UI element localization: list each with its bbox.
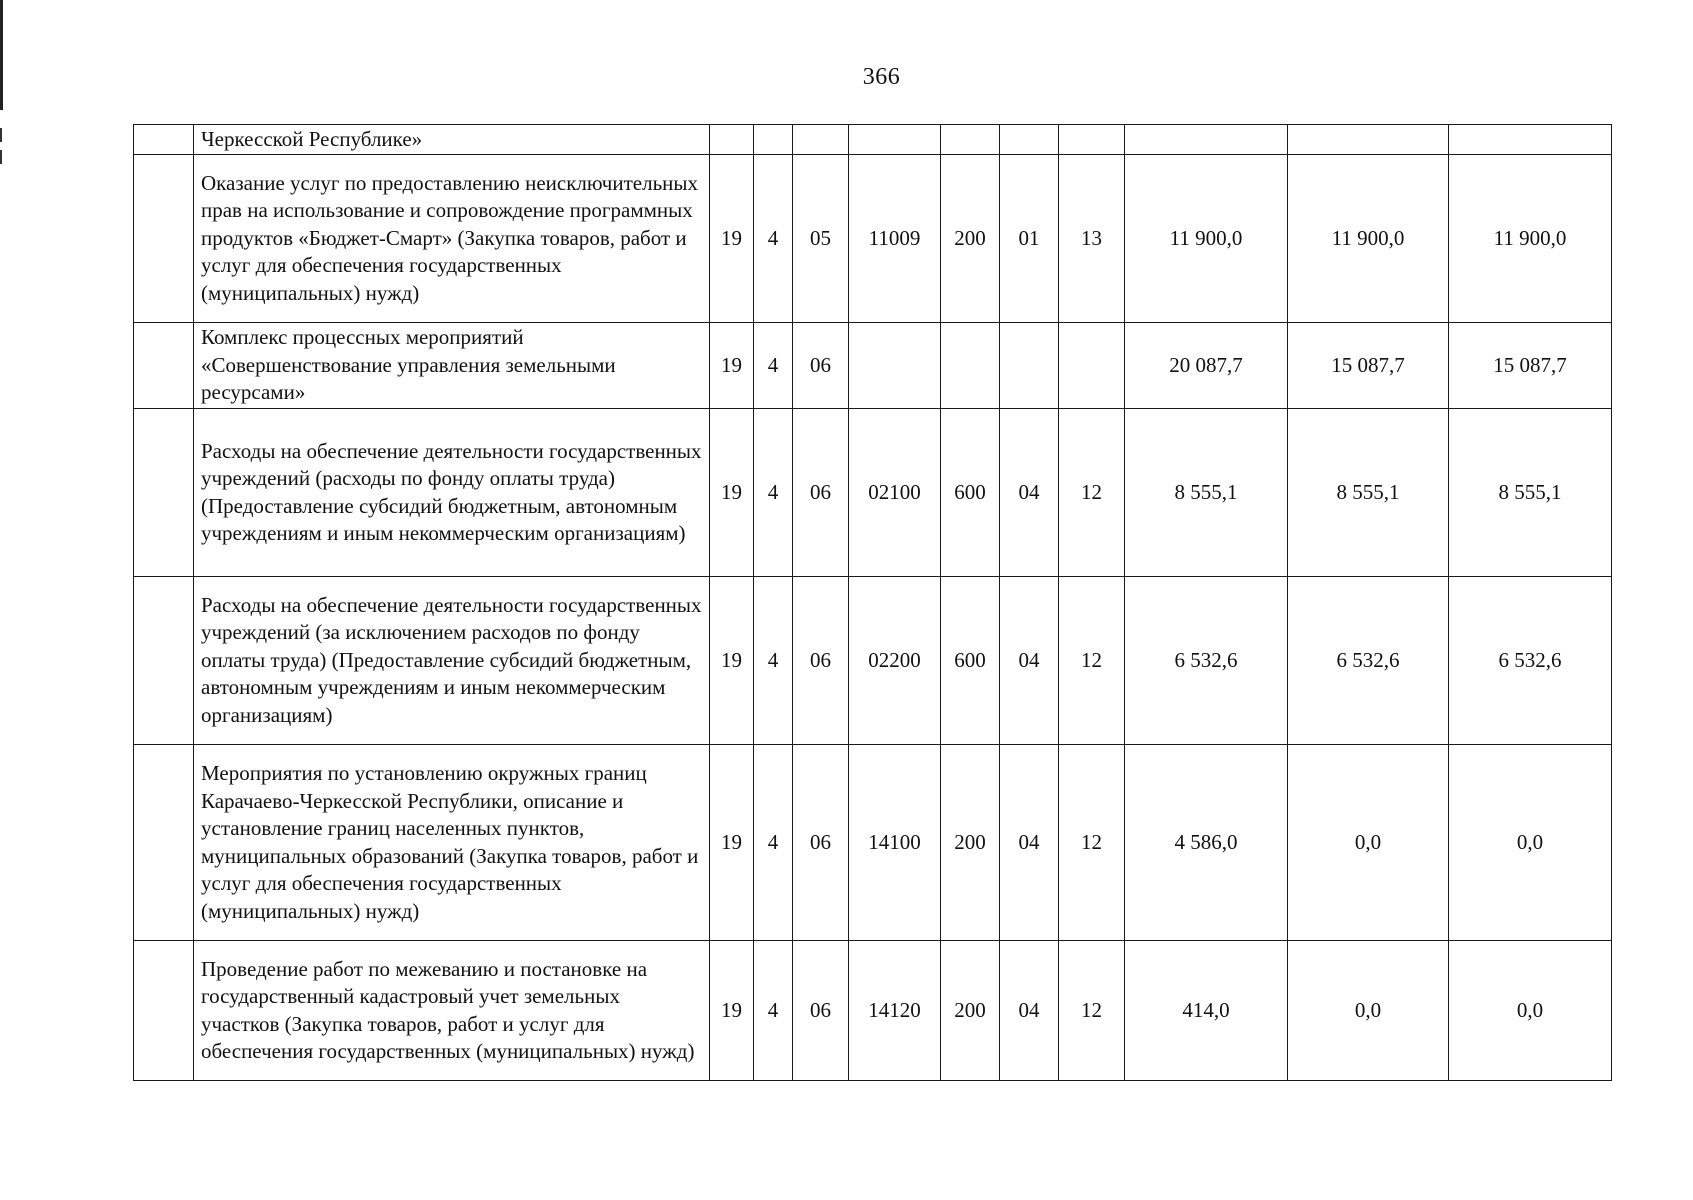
code-cell	[754, 125, 793, 155]
code-cell: 12	[1059, 941, 1125, 1081]
code-cell: 04	[1000, 745, 1059, 941]
code-cell: 14120	[849, 941, 941, 1081]
code-cell: 4	[754, 745, 793, 941]
code-cell	[941, 125, 1000, 155]
amount-cell: 6 532,6	[1125, 577, 1288, 745]
amount-cell: 11 900,0	[1125, 155, 1288, 323]
amount-cell	[1125, 125, 1288, 155]
item-name-cell: Оказание услуг по предоставлению неисключительных прав на использование и сопровождение программных продуктов «Бюджет-Смарт» (Закупка товаров, работ и услуг для обеспечения государственных (муниципальных) нужд)	[194, 155, 710, 323]
amount-cell: 15 087,7	[1288, 323, 1449, 409]
code-cell: 12	[1059, 745, 1125, 941]
code-cell: 12	[1059, 577, 1125, 745]
amount-cell: 4 586,0	[1125, 745, 1288, 941]
table-row	[134, 155, 1612, 323]
code-cell: 19	[710, 409, 754, 577]
code-cell: 14100	[849, 745, 941, 941]
code-cell: 02200	[849, 577, 941, 745]
amount-cell: 20 087,7	[1125, 323, 1288, 409]
item-name-cell: Расходы на обеспечение деятельности государственных учреждений (расходы по фонду оплаты труда) (Предоставление субсидий бюджетным, автономным учреждениям и иным некоммерческим организациям)	[194, 409, 710, 577]
table-row	[134, 577, 1612, 745]
row-index-cell	[134, 745, 194, 941]
amount-cell: 11 900,0	[1449, 155, 1612, 323]
amount-cell: 15 087,7	[1449, 323, 1612, 409]
scan-edge-mark	[0, 150, 2, 164]
row-index-cell	[134, 941, 194, 1081]
amount-cell: 8 555,1	[1125, 409, 1288, 577]
item-name-cell: Мероприятия по установлению окружных границ Карачаево-Черкесской Республики, описание и установление границ населенных пунктов, муниципальных образований (Закупка товаров, работ и услуг для обеспечения государственных (муниципальных) нужд)	[194, 745, 710, 941]
code-cell: 600	[941, 409, 1000, 577]
code-cell: 06	[793, 941, 849, 1081]
code-cell: 04	[1000, 577, 1059, 745]
item-name-cell: Проведение работ по межеванию и постановке на государственный кадастровый учет земельных участков (Закупка товаров, работ и услуг для обеспечения государственных (муниципальных) нужд)	[194, 941, 710, 1081]
row-index-cell	[134, 125, 194, 155]
code-cell: 4	[754, 323, 793, 409]
code-cell	[710, 125, 754, 155]
code-cell: 11009	[849, 155, 941, 323]
code-cell: 4	[754, 941, 793, 1081]
code-cell: 19	[710, 745, 754, 941]
code-cell: 19	[710, 155, 754, 323]
item-name-cell: Расходы на обеспечение деятельности государственных учреждений (за исключением расходов по фонду оплаты труда) (Предоставление субсидий бюджетным, автономным учреждениям и иным некоммерческим организациям)	[194, 577, 710, 745]
code-cell: 06	[793, 323, 849, 409]
amount-cell: 414,0	[1125, 941, 1288, 1081]
code-cell	[941, 323, 1000, 409]
code-cell: 200	[941, 155, 1000, 323]
code-cell: 4	[754, 409, 793, 577]
row-index-cell	[134, 323, 194, 409]
row-index-cell	[134, 155, 194, 323]
code-cell: 19	[710, 577, 754, 745]
code-cell: 04	[1000, 941, 1059, 1081]
code-cell	[1059, 125, 1125, 155]
amount-cell: 6 532,6	[1288, 577, 1449, 745]
code-cell: 06	[793, 745, 849, 941]
code-cell: 600	[941, 577, 1000, 745]
code-cell	[1059, 323, 1125, 409]
code-cell: 05	[793, 155, 849, 323]
amount-cell	[1449, 125, 1612, 155]
page-number: 366	[862, 64, 901, 90]
code-cell: 06	[793, 577, 849, 745]
code-cell: 02100	[849, 409, 941, 577]
code-cell: 04	[1000, 409, 1059, 577]
row-index-cell	[134, 409, 194, 577]
code-cell: 06	[793, 409, 849, 577]
code-cell	[849, 125, 941, 155]
code-cell: 19	[710, 323, 754, 409]
budget-table-container	[133, 124, 1611, 1081]
code-cell: 4	[754, 577, 793, 745]
item-name-cell: Черкесской Республике»	[194, 125, 710, 155]
code-cell: 13	[1059, 155, 1125, 323]
scan-left-edge	[0, 0, 3, 110]
table-row	[134, 745, 1612, 941]
item-name-cell: Комплекс процессных мероприятий «Совершенствование управления земельными ресурсами»	[194, 323, 710, 409]
amount-cell: 0,0	[1449, 941, 1612, 1081]
amount-cell	[1288, 125, 1449, 155]
table-row	[134, 941, 1612, 1081]
code-cell: 200	[941, 745, 1000, 941]
table-row	[134, 323, 1612, 409]
budget-table	[133, 124, 1612, 1081]
code-cell	[849, 323, 941, 409]
code-cell	[1000, 125, 1059, 155]
code-cell: 19	[710, 941, 754, 1081]
table-row	[134, 409, 1612, 577]
code-cell	[793, 125, 849, 155]
amount-cell: 6 532,6	[1449, 577, 1612, 745]
table-row	[134, 125, 1612, 155]
amount-cell: 0,0	[1449, 745, 1612, 941]
amount-cell: 0,0	[1288, 941, 1449, 1081]
code-cell: 12	[1059, 409, 1125, 577]
amount-cell: 8 555,1	[1288, 409, 1449, 577]
amount-cell: 0,0	[1288, 745, 1449, 941]
code-cell: 4	[754, 155, 793, 323]
code-cell: 01	[1000, 155, 1059, 323]
amount-cell: 11 900,0	[1288, 155, 1449, 323]
code-cell: 200	[941, 941, 1000, 1081]
code-cell	[1000, 323, 1059, 409]
amount-cell: 8 555,1	[1449, 409, 1612, 577]
row-index-cell	[134, 577, 194, 745]
scan-edge-mark	[0, 128, 2, 142]
